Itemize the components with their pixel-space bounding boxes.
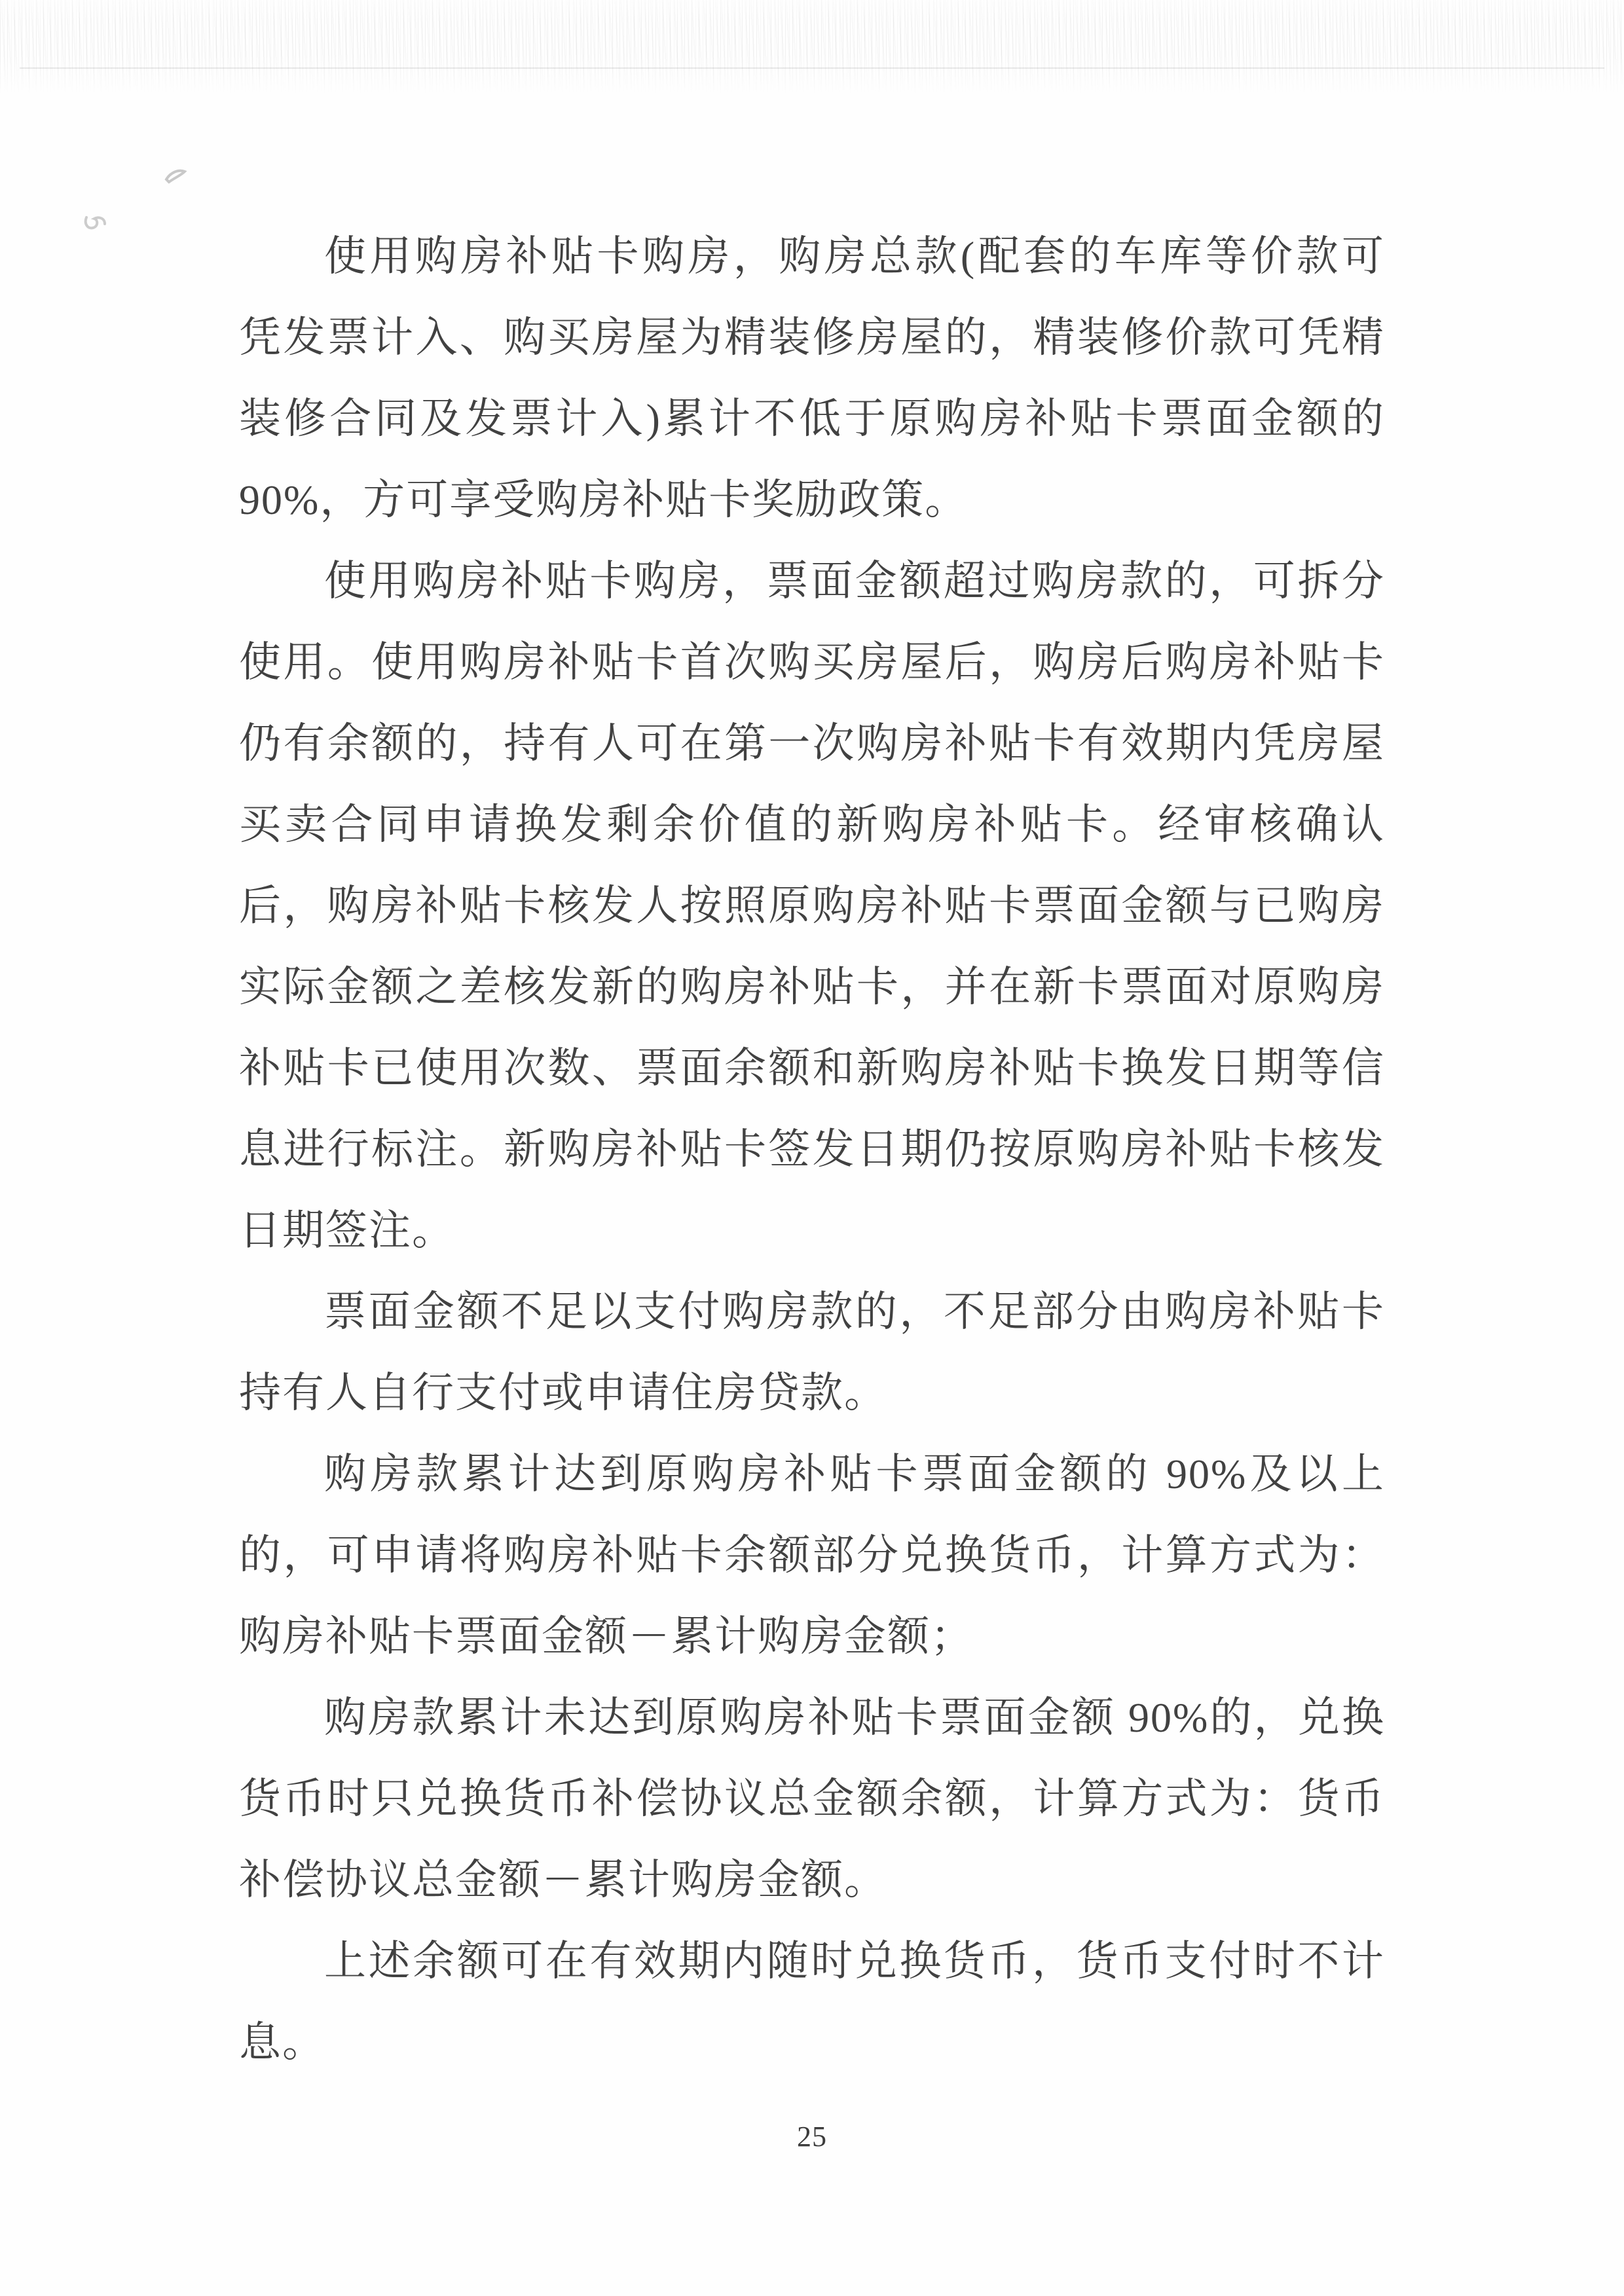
text-line: 凭发票计入、购买房屋为精装修房屋的，精装修价款可凭精	[239, 314, 1385, 361]
page-number: 25	[797, 2121, 827, 2153]
text-line: 上述余额可在有效期内随时兑换货币，货币支付时不计	[324, 1938, 1385, 1984]
text-block	[239, 216, 1385, 2083]
scanner-noise-band	[0, 0, 1624, 98]
text-line: 持有人自行支付或申请住房贷款。	[239, 1370, 887, 1416]
text-line: 日期签注。	[239, 1207, 455, 1254]
text-line: 货币时只兑换货币补偿协议总金额余额，计算方式为：货币	[239, 1776, 1385, 1822]
text-line: 票面金额不足以支付购房款的，不足部分由购房补贴卡	[324, 1288, 1385, 1335]
scanner-noise-line	[20, 67, 1604, 69]
text-line: 90%，方可享受购房补贴卡奖励政策。	[239, 477, 969, 523]
text-line: 装修合同及发票计入)累计不低于原购房补贴卡票面金额的	[239, 395, 1385, 442]
text-line: 使用购房补贴卡购房，票面金额超过购房款的，可拆分	[324, 558, 1385, 604]
text-line: 后，购房补贴卡核发人按照原购房补贴卡票面金额与已购房	[239, 883, 1385, 929]
text-line: 使用购房补贴卡购房，购房总款(配套的车库等价款可	[324, 233, 1385, 280]
text-line: 补贴卡已使用次数、票面余额和新购房补贴卡换发日期等信	[239, 1045, 1385, 1091]
text-line: 购房款累计未达到原购房补贴卡票面金额 90%的，兑换	[324, 1694, 1385, 1741]
text-line: 的，可申请将购房补贴卡余额部分兑换货币，计算方式为：	[239, 1532, 1385, 1578]
ink-smudge-icon	[81, 210, 110, 236]
text-line: 买卖合同申请换发剩余价值的新购房补贴卡。经审核确认	[239, 801, 1385, 848]
text-line: 补偿协议总金额－累计购房金额。	[239, 1857, 887, 1903]
text-line: 实际金额之差核发新的购房补贴卡，并在新卡票面对原购房	[239, 964, 1385, 1010]
text-line: 购房补贴卡票面金额－累计购房金额；	[239, 1613, 974, 1660]
text-line: 使用。使用购房补贴卡首次购买房屋后，购房后购房补贴卡	[239, 639, 1385, 685]
text-line: 息进行标注。新购房补贴卡签发日期仍按原购房补贴卡核发	[239, 1126, 1385, 1173]
text-line: 购房款累计达到原购房补贴卡票面金额的 90%及以上	[324, 1451, 1385, 1497]
ink-smudge-icon	[162, 165, 189, 189]
text-line: 仍有余额的，持有人可在第一次购房补贴卡有效期内凭房屋	[239, 720, 1385, 767]
text-line: 息。	[239, 2019, 325, 2066]
